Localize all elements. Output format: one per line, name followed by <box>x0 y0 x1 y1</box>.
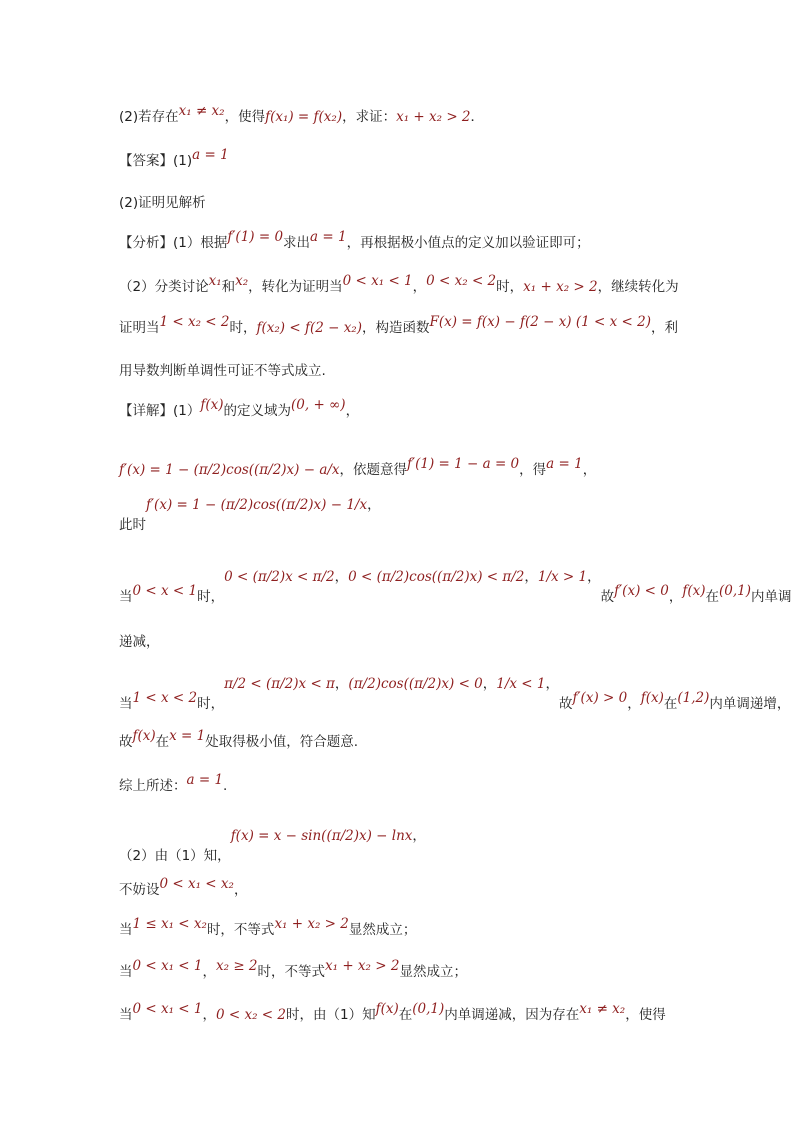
text-segment: ， <box>524 569 538 585</box>
math-formula: (0,1) <box>718 583 751 599</box>
text-line <box>119 632 160 652</box>
math-formula: 1 < x₂ < 2 <box>159 314 230 330</box>
text-line <box>119 958 467 982</box>
math-formula: f(x) = x − sin((π/2)x) − lnx <box>230 828 413 844</box>
text-segment: （2）分类讨论 <box>119 279 209 295</box>
math-formula: 0 < x₁ < 1 <box>132 958 203 974</box>
math-formula: f′(1) = 1 − a = 0 <box>407 456 520 472</box>
text-line <box>119 397 360 421</box>
math-formula: f(x) <box>640 690 664 706</box>
text-segment: 【分析】(1）根据 <box>119 235 228 251</box>
text-segment: 【答案】(1) <box>119 153 193 169</box>
text-line <box>119 772 228 796</box>
text-segment: 处取得极小值，符合题意. <box>205 734 359 750</box>
text-line <box>119 456 597 480</box>
math-formula: f′(x) < 0 <box>614 583 669 599</box>
math-formula: f′(x) > 0 <box>572 690 628 706</box>
math-formula: x₁ ≠ x₂ <box>178 103 225 119</box>
text-segment: ，转化为证明当 <box>248 279 343 295</box>
text-segment: (2)若存在 <box>119 109 179 125</box>
text-line <box>119 676 791 714</box>
text-line <box>119 876 248 900</box>
text-segment: ，使得 <box>224 109 266 125</box>
text-line <box>119 229 590 253</box>
math-formula: x₁ + x₂ > 2 <box>325 958 400 974</box>
text-segment: 递减， <box>119 634 160 650</box>
text-segment: ，再根据极小值点的定义加以验证即可； <box>346 235 590 251</box>
text-segment: ， <box>412 279 427 295</box>
text-segment: 当 <box>119 696 133 712</box>
math-formula: 1/x > 1 <box>537 569 588 585</box>
math-formula: 0 < x₂ < 2 <box>426 273 497 289</box>
math-formula: f(x) <box>375 1001 399 1017</box>
text-segment: ， <box>668 589 683 605</box>
text-segment: 综上所述： <box>119 778 187 794</box>
text-segment: ，利 <box>650 320 678 336</box>
math-formula: x₁ + x₂ > 2 <box>274 916 349 932</box>
math-formula: f(x) <box>682 583 706 599</box>
text-segment: ， <box>334 569 349 585</box>
math-formula: a = 1 <box>192 147 229 163</box>
math-formula: 0 < x₂ < 2 <box>216 1007 286 1023</box>
text-segment: ，依题意得 <box>339 462 408 478</box>
text-segment: 当 <box>119 964 133 980</box>
text-line <box>119 728 359 752</box>
text-segment: ， <box>233 882 248 898</box>
math-formula: 0 < (π/2)x < π/2 <box>224 569 335 585</box>
text-segment: 内单调递增， <box>709 696 791 712</box>
text-segment: 当 <box>119 1007 133 1023</box>
text-line <box>119 1001 666 1025</box>
math-formula: 1 ≤ x₁ < x₂ <box>132 916 207 932</box>
text-segment: 内单调递减，因为存在 <box>444 1007 580 1023</box>
text-segment: ， <box>582 462 597 478</box>
text-segment: 时， <box>197 589 225 605</box>
text-segment: 显然成立； <box>348 922 417 938</box>
math-formula: x = 1 <box>169 728 206 744</box>
math-formula: x₁ + x₂ > 2 <box>396 109 471 125</box>
text-segment: 时，由（1）知 <box>286 1007 376 1023</box>
math-formula: 0 < x₁ < 1 <box>342 273 413 289</box>
text-line <box>119 828 426 866</box>
math-formula: f(x₂) < f(2 − x₂) <box>256 320 362 336</box>
text-segment: ， <box>202 964 216 980</box>
text-line <box>119 193 206 213</box>
math-formula: f′(x) = 1 − (π/2)cos((π/2)x) − 1/x <box>146 497 368 513</box>
text-segment: 的定义域为 <box>223 403 292 419</box>
text-segment: ，得 <box>519 462 547 478</box>
text-segment: 和 <box>221 279 236 295</box>
text-segment: ． <box>470 109 485 125</box>
text-segment: 显然成立； <box>399 964 467 980</box>
text-segment: ， <box>334 676 349 692</box>
text-segment: ， <box>367 497 381 513</box>
math-formula: a = 1 <box>546 456 583 472</box>
text-segment: ，继续转化为 <box>597 279 679 295</box>
text-segment: 【详解】(1） <box>119 403 201 419</box>
text-segment: ，求证： <box>342 109 397 125</box>
text-line <box>119 273 679 297</box>
text-segment: 求出 <box>283 235 311 251</box>
math-formula: 0 < (π/2)cos((π/2)x) < π/2 <box>348 569 525 585</box>
text-segment: 在 <box>155 734 170 750</box>
text-segment: 在 <box>663 696 678 712</box>
math-formula: (0,1) <box>412 1001 445 1017</box>
math-formula: (π/2)cos((π/2)x) < 0 <box>348 676 483 692</box>
text-segment: (2)证明见解析 <box>119 195 206 211</box>
text-segment: 此时 <box>119 517 146 533</box>
math-formula: 0 < x₁ < 1 <box>132 1001 203 1017</box>
text-segment: ， <box>412 828 426 844</box>
math-formula: 1 < x < 2 <box>132 690 198 706</box>
text-segment: 用导数判断单调性可证不等式成立. <box>119 363 326 379</box>
text-segment: （2）由（1）知， <box>119 848 231 864</box>
text-segment: ， <box>587 569 601 585</box>
math-formula: f(x) <box>200 397 224 413</box>
math-formula: x₂ ≥ 2 <box>216 958 258 974</box>
text-segment: 时，不等式 <box>257 964 326 980</box>
math-formula: F(x) = f(x) − f(2 − x) (1 < x < 2) <box>429 314 651 330</box>
text-segment: . <box>223 778 228 794</box>
text-line <box>119 103 485 127</box>
math-formula: x₁ ≠ x₂ <box>579 1001 626 1017</box>
text-segment: 当 <box>119 922 133 938</box>
text-segment: 不妨设 <box>119 882 160 898</box>
text-segment: 时， <box>197 696 225 712</box>
text-segment: ， <box>627 696 641 712</box>
text-segment: 在 <box>705 589 719 605</box>
math-formula: a = 1 <box>186 772 224 788</box>
text-segment: 故 <box>119 734 133 750</box>
math-formula: 0 < x₁ < x₂ <box>159 876 234 892</box>
text-line <box>119 361 326 381</box>
math-formula: f(x₁) = f(x₂) <box>265 109 343 125</box>
text-segment: 时， <box>496 279 524 295</box>
text-line <box>119 147 229 171</box>
text-segment: ， <box>482 676 497 692</box>
text-segment: 内单调 <box>751 589 792 605</box>
text-segment: 故 <box>600 589 615 605</box>
math-formula: (0, + ∞) <box>291 397 346 413</box>
math-formula: a = 1 <box>310 229 347 245</box>
text-segment: ， <box>545 676 559 692</box>
text-segment: 在 <box>398 1007 413 1023</box>
text-segment: ，使得 <box>625 1007 666 1023</box>
math-formula: x₁ <box>208 273 222 289</box>
math-formula: π/2 < (π/2)x < π <box>224 676 335 692</box>
text-segment: ， <box>202 1007 216 1023</box>
math-formula: x₁ + x₂ > 2 <box>523 279 598 295</box>
text-line <box>119 497 381 535</box>
math-formula: 0 < x < 1 <box>132 583 198 599</box>
math-formula: 1/x < 1 <box>496 676 546 692</box>
text-segment: 当 <box>119 589 133 605</box>
math-formula: f(x) <box>132 728 156 744</box>
text-segment: 时，不等式 <box>206 922 275 938</box>
text-segment: 时， <box>229 320 257 336</box>
text-segment: 故 <box>559 696 573 712</box>
text-line <box>119 314 678 338</box>
text-segment: 证明当 <box>119 320 160 336</box>
text-line <box>119 916 417 940</box>
math-formula: f′(x) = 1 − (π/2)cos((π/2)x) − a/x <box>119 462 340 478</box>
text-segment: ， <box>345 403 360 419</box>
math-formula: f′(1) = 0 <box>227 229 284 245</box>
math-formula: (1,2) <box>677 690 710 706</box>
math-formula: x₂ <box>235 273 249 289</box>
text-line <box>119 569 792 607</box>
text-segment: ，构造函数 <box>362 320 430 336</box>
